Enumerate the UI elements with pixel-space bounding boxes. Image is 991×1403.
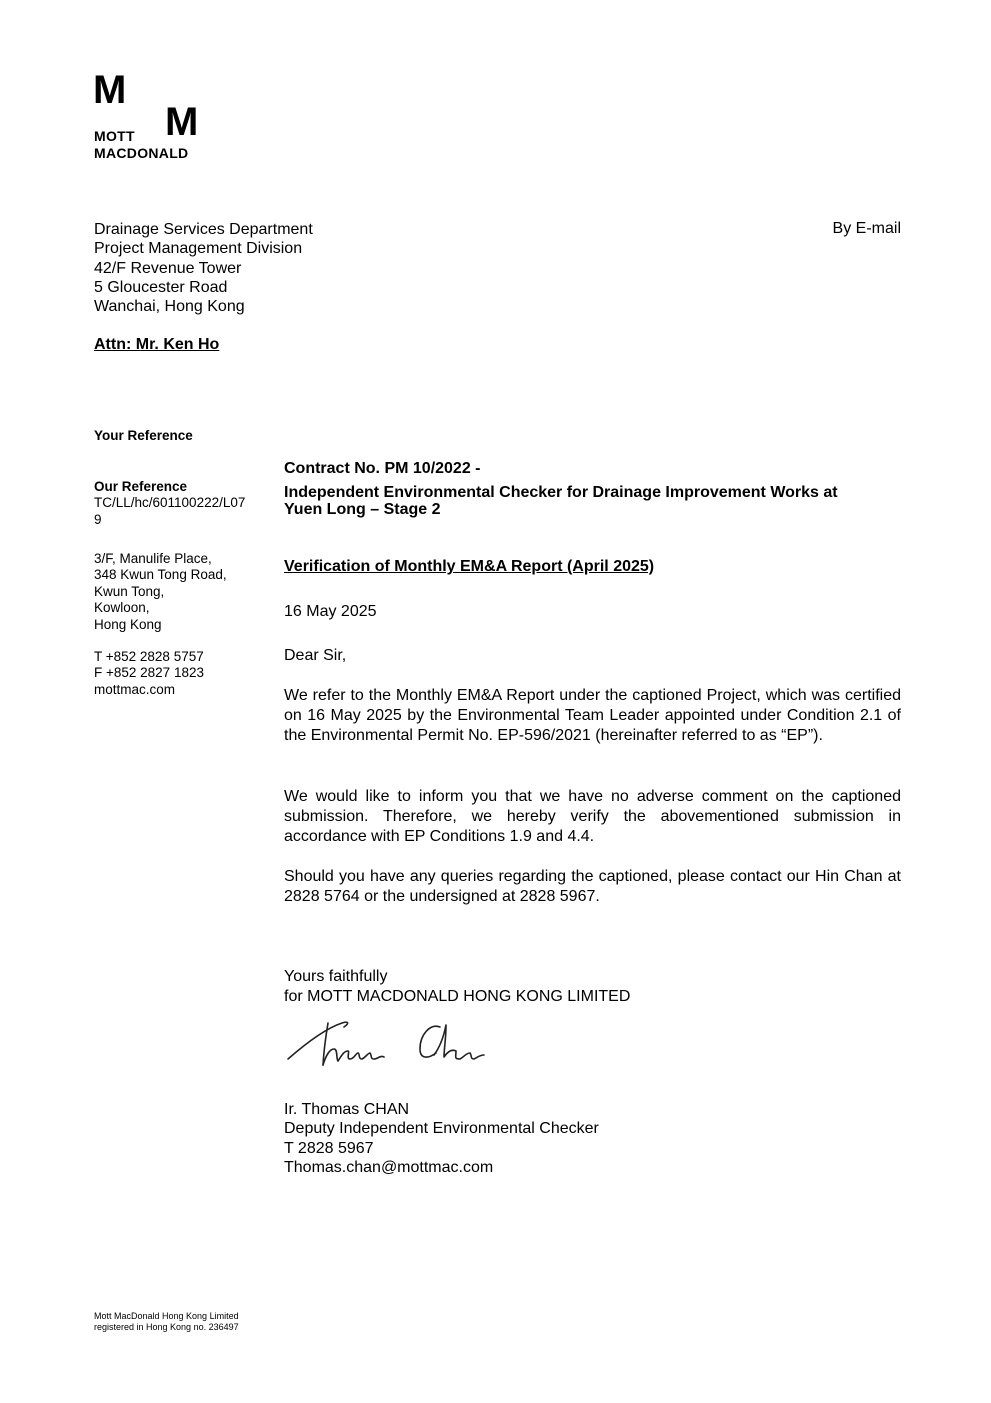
your-reference-label: Your Reference <box>94 428 193 443</box>
office-address-line: 348 Kwun Tong Road, <box>94 567 227 583</box>
contract-title-line1: Independent Environmental Checker for Drainage Improvement Works at <box>284 484 838 501</box>
paragraph-3: Should you have any queries regarding the captioned, please contact our Hin Chan at 2828 5764 or the undersigned at 2828 5967. <box>284 868 901 905</box>
office-phone: T +852 2828 5757 <box>94 649 204 664</box>
signatory-block <box>284 1100 901 1177</box>
logo-letter-right: M <box>165 100 198 144</box>
paragraph-2: We would like to inform you that we have no adverse comment on the captioned submission. Therefore, we hereby verify the abovementioned submission in accordance with EP Conditions 1.9 and 4.4. <box>284 788 901 845</box>
logo-line-mott: MOTT <box>94 128 135 144</box>
office-address-line: 3/F, Manulife Place, <box>94 551 212 566</box>
logo-line-macdonald: MACDONALD <box>94 145 189 161</box>
signatory-role: Deputy Independent Environmental Checker <box>284 1120 599 1138</box>
office-fax: F +852 2827 1823 <box>94 665 204 681</box>
logo-letter-top: M <box>93 68 126 112</box>
signatory-name: Ir. Thomas CHAN <box>284 1101 410 1118</box>
contract-subject <box>284 459 901 519</box>
recipient-line: 42/F Revenue Tower <box>94 259 242 277</box>
paragraph-1: We refer to the Monthly EM&A Report under the captioned Project, which was certified on 16 May 2025 by the Environmental Team Leader appointed under Condition 2.1 of the Environmental Permit No. EP-596/2021 (hereinafter referred to as “EP”). <box>284 687 901 744</box>
signature-image <box>284 1015 494 1077</box>
closing-block <box>284 967 901 1007</box>
attention-line: Attn: Mr. Ken Ho <box>94 336 220 353</box>
recipient-address <box>94 220 313 316</box>
contract-number: Contract No. PM 10/2022 - <box>284 460 481 477</box>
our-reference-label: Our Reference <box>94 479 188 494</box>
footer <box>94 1311 239 1332</box>
recipient-line: Wanchai, Hong Kong <box>94 298 245 316</box>
office-address-line: Kowloon, <box>94 600 150 616</box>
office-address-line: Hong Kong <box>94 616 162 632</box>
letter-date: 16 May 2025 <box>284 603 377 620</box>
recipient-line: 5 Gloucester Road <box>94 278 228 296</box>
our-reference-value-line1: TC/LL/hc/601100222/L07 <box>94 495 246 511</box>
signatory-phone: T 2828 5967 <box>284 1139 374 1157</box>
footer-line1: Mott MacDonald Hong Kong Limited <box>94 1311 239 1321</box>
closing: Yours faithfully <box>284 968 388 985</box>
recipient-line: Drainage Services Department <box>94 221 313 238</box>
our-reference-value-line2: 9 <box>94 511 102 527</box>
letter-title: Verification of Monthly EM&A Report (April 2025) <box>284 558 655 575</box>
our-reference-block <box>94 479 259 528</box>
delivery-method: By E-mail <box>832 220 901 237</box>
office-address <box>94 551 259 633</box>
office-address-line: Kwun Tong, <box>94 583 165 599</box>
signatory-email[interactable]: Thomas.chan@mottmac.com <box>284 1158 494 1176</box>
contract-title-line2: Yuen Long – Stage 2 <box>284 501 441 518</box>
closing-company: for MOTT MACDONALD HONG KONG LIMITED <box>284 988 631 1005</box>
recipient-line: Project Management Division <box>94 240 303 258</box>
office-website[interactable]: mottmac.com <box>94 681 176 697</box>
footer-line2: registered in Hong Kong no. 236497 <box>94 1321 239 1332</box>
office-contact <box>94 649 259 698</box>
salutation: Dear Sir, <box>284 647 347 664</box>
